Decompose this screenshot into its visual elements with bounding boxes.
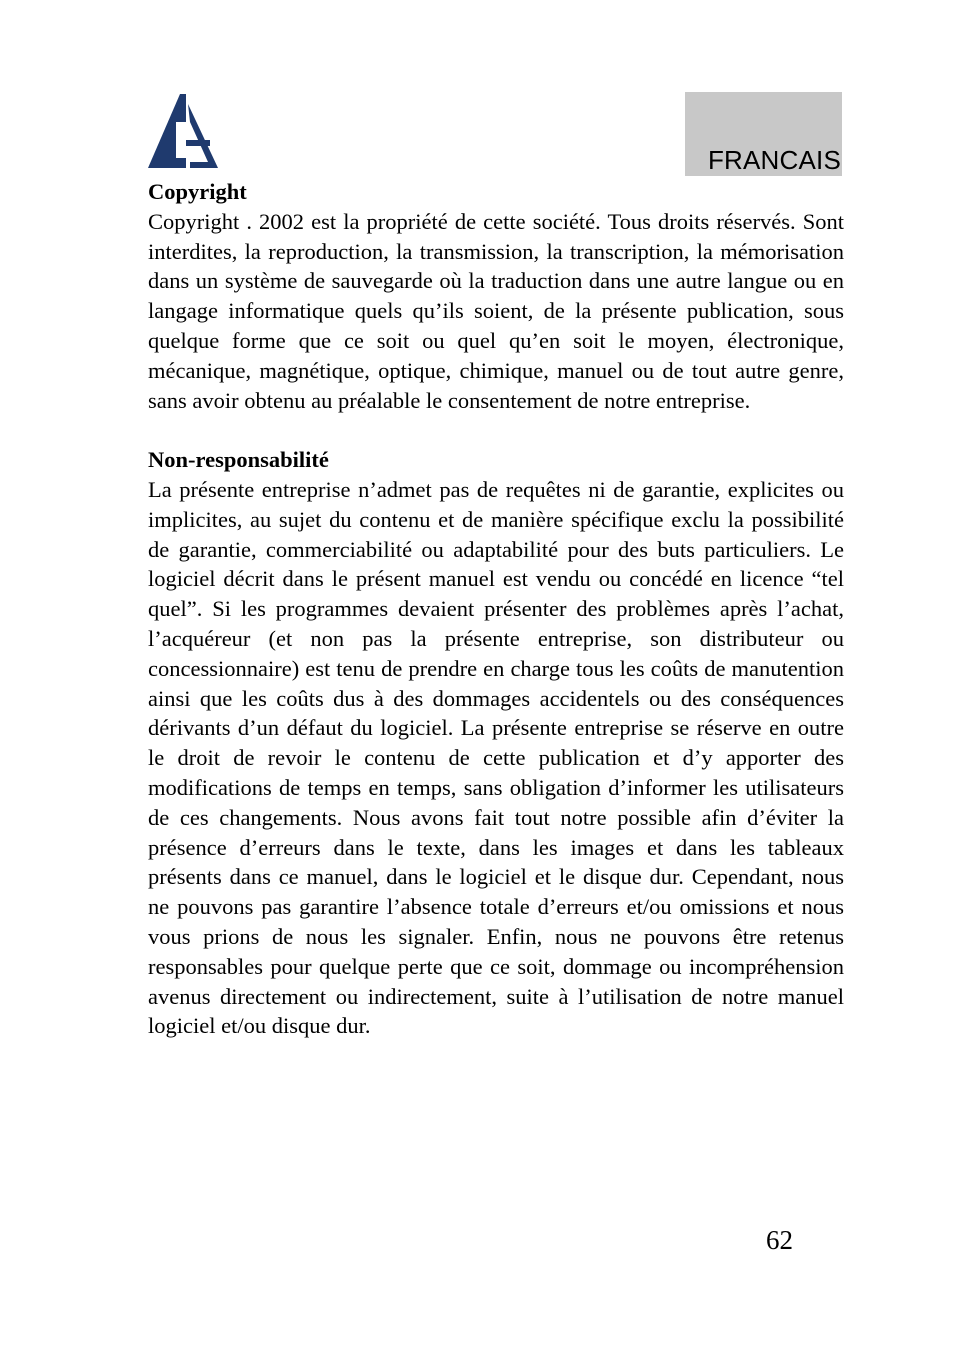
section-spacer	[148, 415, 844, 445]
page-number: 62	[766, 1225, 793, 1255]
language-label: FRANCAIS	[707, 145, 841, 175]
atlantis-triangle-logo-icon	[146, 92, 220, 170]
copyright-paragraph: Copyright . 2002 est la propriété de cette société. Tous droits réservés. Sont interdites, la reproduction, la transmission, la transcription, la mémorisation dans un système de sauvegarde où la traduction dans une autre langue ou en langage informatique quels qu’ils soient, de la présente publication, sous quelque forme que ce soit ou quel qu’en soit le moyen, électronique, mécanique, magnétique, optique, chimique, manuel ou de tout autre genre, sans avoir obtenu au préalable le consentement de notre entreprise.	[148, 208, 844, 413]
disclaimer-paragraph: La présente entreprise n’admet pas de requêtes ni de garantie, explicites ou implicites, au sujet du contenu et de manière spécifique exclu la possibilité de garantie, commerciabilité ou adaptabilité pour des buts particuliers. Le logiciel décrit dans le présent manuel est vendu ou concédé en licence “tel quel”. Si les programmes devaient présenter des problèmes après l’achat, l’acquéreur (et non pas la présente entreprise, son distributeur ou concessionnaire) est tenu de prendre en charge tous les coûts de manutention ainsi que les coûts dus à des dommages accidentels ou des conséquences dérivants d’un défaut du logiciel. La présente entreprise se réserve en outre le droit de revoir le contenu de cette publication et d’y apporter des modifications de temps en temps, sans obligation d’informer les utilisateurs de ces changements. Nous avons fait tout notre possible afin d’éviter la présence d’erreurs dans le texte, dans les images et dans les tableaux présents dans ce manuel, dans le logiciel et le disque dur. Cependant, nous ne pouvons pas garantire l’absence totale d’erreurs et/ou omissions et nous vous prions de nous les signaler. Enfin, nous ne pouvons être retenus responsables pour quelque perte que ce soit, dommage ou incompréhension avenus directement ou indirectement, suite à l’utilisation de notre manuel logiciel et/ou disque dur.	[148, 476, 844, 1039]
language-badge	[685, 92, 842, 176]
copyright-heading: Copyright	[148, 179, 247, 204]
disclaimer-heading: Non-responsabilité	[148, 447, 329, 473]
page-content	[148, 177, 844, 1041]
